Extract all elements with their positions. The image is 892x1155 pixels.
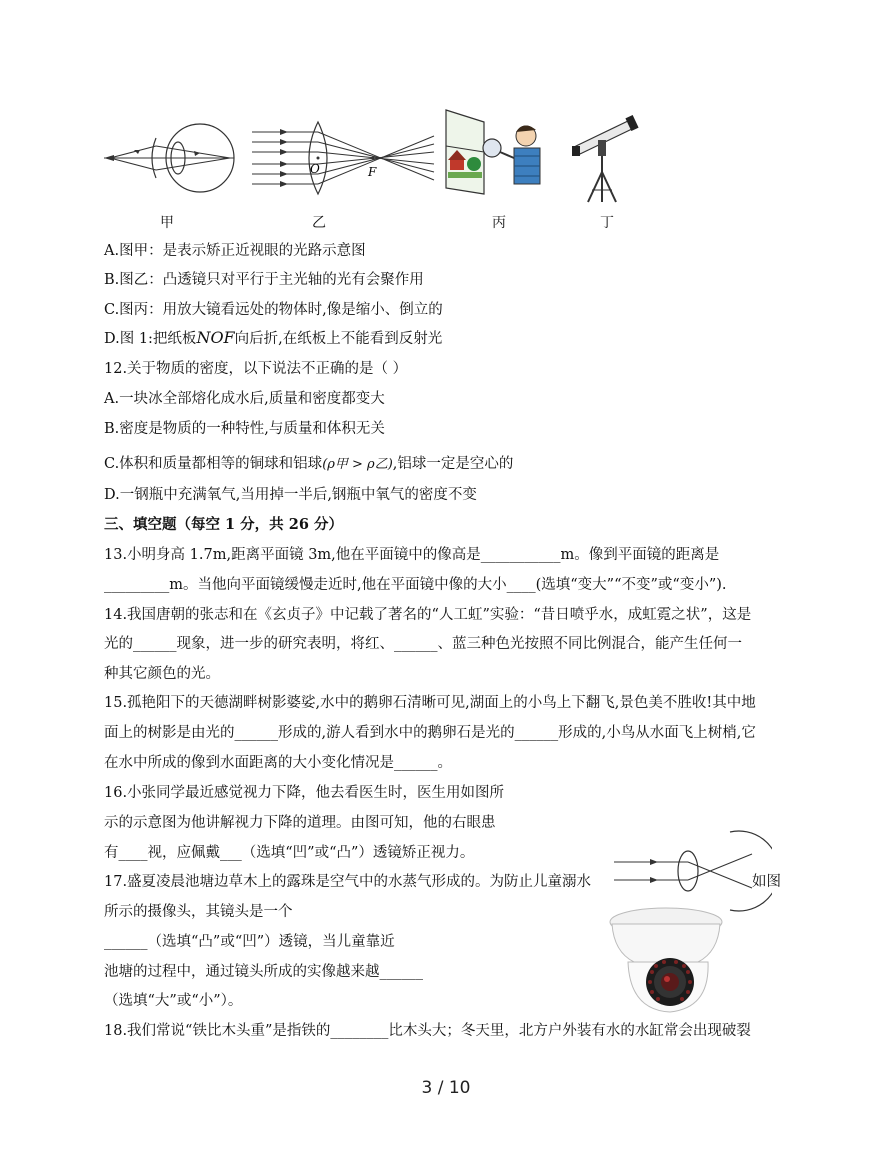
q17-line-4: 池塘的过程中，通过镜头所成的实像越来越______ xyxy=(104,964,423,980)
q14-line-3: 种其它颜色的光。 xyxy=(104,666,220,682)
q11-option-d-symbol: NOF xyxy=(196,328,235,347)
q12-option-c xyxy=(104,454,513,475)
q14-line-2: 光的______现象，进一步的研究表明，将红、______、蓝三种色光按照不同比例混合，能产生任何一 xyxy=(104,636,742,652)
caption-yi: 乙 xyxy=(312,215,326,231)
q13-line-2: _________m。当他向平面镜缓慢走近时,他在平面镜中像的大小____(选填“变大”“不变”或“变小”). xyxy=(104,577,727,593)
figure-yi-convex-lens xyxy=(248,118,438,198)
q11-option-b: B.图乙：凸透镜只对平行于主光轴的光有会聚作用 xyxy=(104,272,424,288)
q12-option-d: D.一钢瓶中充满氧气,当用掉一半后,钢瓶中氧气的密度不变 xyxy=(104,487,477,503)
q17-line-1: 17.盛夏凌晨池塘边草木上的露珠是空气中的水蒸气形成的。为防止儿童溺水 xyxy=(104,874,592,890)
q12-option-b: B.密度是物质的一种特性,与质量和体积无关 xyxy=(104,421,385,437)
caption-ding: 丁 xyxy=(600,215,614,231)
figure-ding-telescope xyxy=(568,112,640,204)
q11-option-d-prefix: D.图 1:把纸板 xyxy=(104,331,197,347)
figure-dome-camera xyxy=(606,902,726,1018)
page-indicator: 3 / 10 xyxy=(421,1078,471,1098)
q18-line-1: 18.我们常说“铁比木头重”是指铁的________比木头大；冬天里，北方户外装有水的水缸常会出现破裂 xyxy=(104,1023,751,1039)
q16-line-3: 有____视，应佩戴___（选填“凹”或“凸”）透镜矫正视力。 xyxy=(104,845,475,861)
q11-option-d xyxy=(104,328,442,349)
q12-option-c-formula: (ρ甲 > ρ乙) xyxy=(322,457,393,472)
q16-line-1: 16.小张同学最近感觉视力下降，他去看医生时，医生用如图所 xyxy=(104,785,505,801)
q17-line-1-end: 如图 xyxy=(752,874,781,890)
q11-option-c: C.图丙：用放大镜看远处的物体时,像是缩小、倒立的 xyxy=(104,302,443,318)
caption-bing: 丙 xyxy=(492,215,506,231)
q17-line-5: （选填“大”或“小”）。 xyxy=(104,993,243,1009)
q15-line-3: 在水中所成的像到水面距离的大小变化情况是______。 xyxy=(104,755,452,771)
q16-line-2: 示的示意图为他讲解视力下降的道理。由图可知，他的右眼患 xyxy=(104,815,496,831)
q13-line-1: 13.小明身高 1.7m,距离平面镜 3m,他在平面镜中的像高是___________m。像到平面镜的距离是 xyxy=(104,547,720,563)
q11-option-d-suffix: 向后折,在纸板上不能看到反射光 xyxy=(234,331,443,347)
figure-bing-magnifier xyxy=(444,106,554,200)
q12-option-c-suffix: ,铝球一定是空心的 xyxy=(392,456,514,472)
q15-line-2: 面上的树影是由光的______形成的,游人看到水中的鹅卵石是光的______形成的,小鸟从水面飞上树梢,它 xyxy=(104,725,756,741)
q12-option-a: A.一块冰全部熔化成水后,质量和密度都变大 xyxy=(104,391,385,407)
q12-stem: 12.关于物质的密度，以下说法不正确的是（ ） xyxy=(104,361,408,377)
q17-line-3: ______（选填“凸”或“凹”）透镜，当儿童靠近 xyxy=(104,934,395,950)
q14-line-1: 14.我国唐朝的张志和在《玄贞子》中记载了著名的“人工虹”实验：“昔日喷乎水，成虹霓之状”，这是 xyxy=(104,607,752,623)
q12-option-c-prefix: C.体积和质量都相等的铜球和铝球 xyxy=(104,456,323,472)
q11-option-a: A.图甲：是表示矫正近视眼的光路示意图 xyxy=(104,243,366,259)
figure-jia-eye-diagram xyxy=(100,118,240,198)
section-heading: 三、填空题（每空 1 分，共 26 分） xyxy=(104,516,343,533)
q17-line-2: 所示的摄像头，其镜头是一个 xyxy=(104,904,293,920)
caption-jia: 甲 xyxy=(160,215,174,231)
q15-line-1: 15.孤艳阳下的天德湖畔树影婆娑,水中的鹅卵石清晰可见,湖面上的小鸟上下翻飞,景色美不胜收!其中地 xyxy=(104,695,756,711)
label-f: F xyxy=(368,165,377,179)
label-o: O xyxy=(310,162,320,176)
